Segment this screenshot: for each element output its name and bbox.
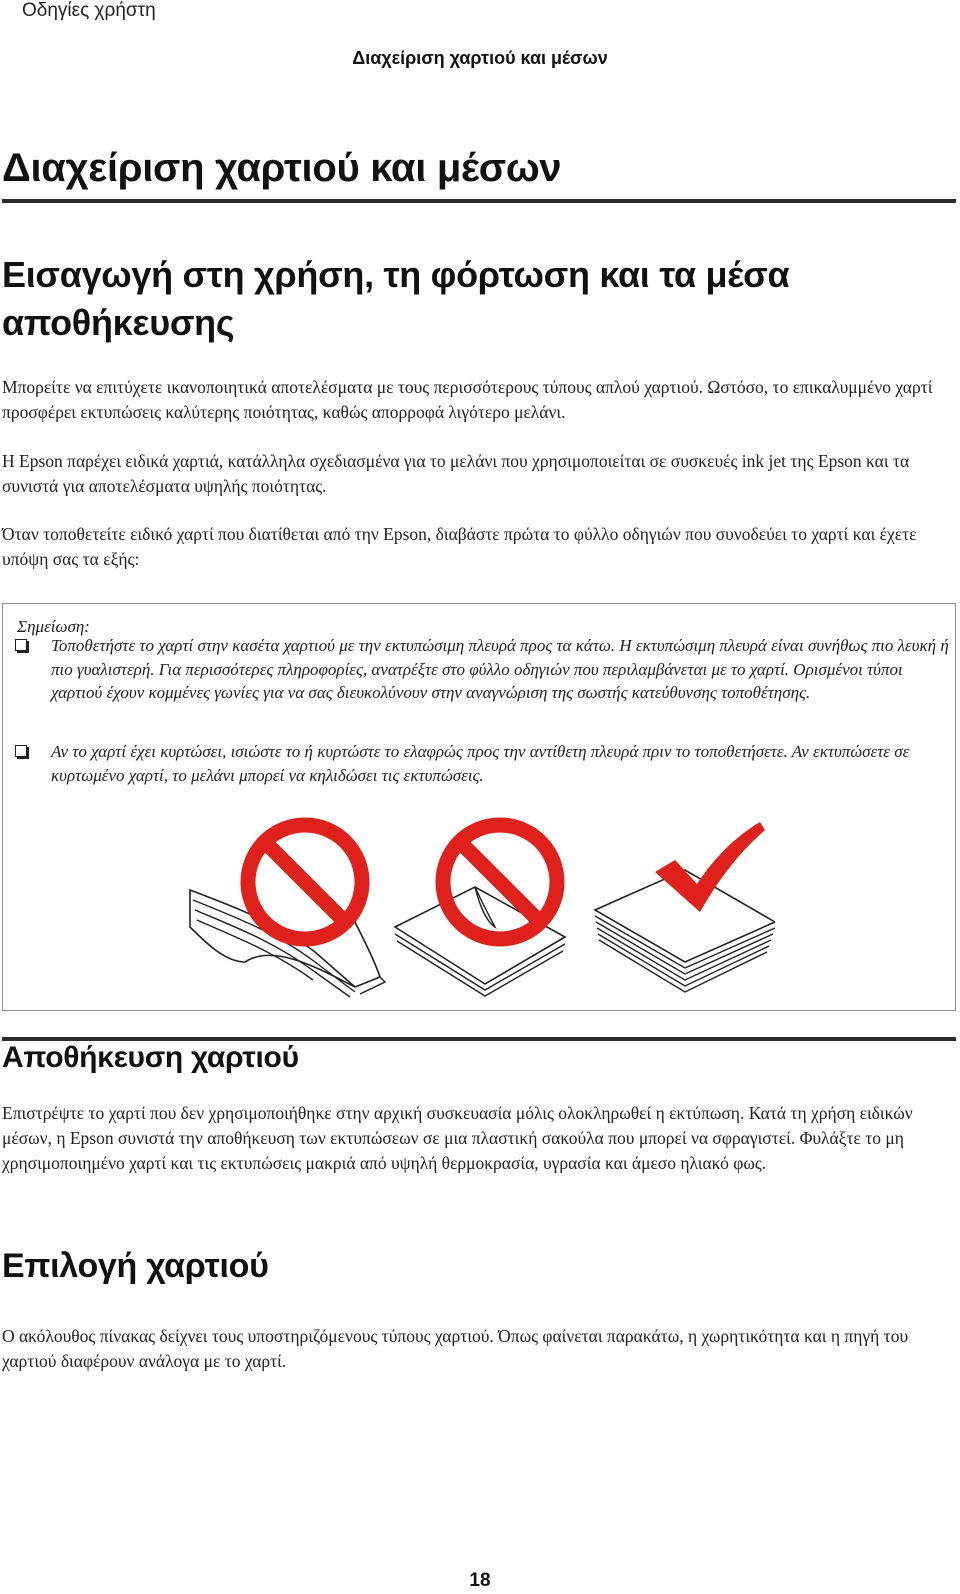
note-item-text: Τοποθετήστε το χαρτί στην κασέτα χαρτιού με την εκτυπώσιμη πλευρά προς τα κάτω. Η εκτυπώσιμη πλευρά είναι συνήθως πιο λευκή ή πιο γυαλιστερή. Για περισσότερες πληροφορίες, ανατρέξτε στο φύλλο οδηγιών που περιλαμβάνεται με το χαρτί. Ορισμένοι τύποι χαρτιού έχουν κομμένες γωνίες για να σας διευκολύνουν στην αναγνώριση της σωστής κατεύθυνσης τοποθέτησης.: [51, 636, 949, 702]
intro-paragraph-1: Μπορείτε να επιτύχετε ικανοποιητικά αποτελέσματα με τους περισσότερους τύπους απλού χαρτιού. Ωστόσο, το επικαλυμμένο χαρτί προσφέρει εκτυπώσεις καλύτερης ποιότητας, καθώς απορροφά λιγότερο μελάνι.: [2, 377, 933, 422]
title-rule: [2, 199, 956, 203]
note-title: Σημείωση:: [17, 617, 90, 636]
checkbox-bullet-icon: [15, 639, 27, 651]
section-heading-storage: Αποθήκευση χαρτιού: [2, 1041, 299, 1074]
page-title: Διαχείριση χαρτιού και μέσων: [2, 146, 562, 190]
intro-paragraph-3: Όταν τοποθετείτε ειδικό χαρτί που διατίθεται από την Epson, διαβάστε πρώτα το φύλλο οδηγιών που συνοδεύει το χαρτί και έχετε υπόψη σας τα εξής:: [2, 524, 917, 569]
prohibited-sign-icon: [248, 825, 362, 939]
intro-paragraph-2: Η Epson παρέχει ειδικά χαρτιά, κατάλληλα σχεδιασμένα για το μελάνι που χρησιμοποιείται σε συσκευές ink jet της Epson και τα συνιστά για αποτελέσματα υψηλής ποιότητας.: [2, 451, 910, 496]
running-header-chapter: Διαχείριση χαρτιού και μέσων: [352, 48, 608, 68]
section-heading-selection: Επιλογή χαρτιού: [2, 1247, 269, 1285]
storage-paragraph: Επιστρέψτε το χαρτί που δεν χρησιμοποιήθηκε στην αρχική συσκευασία μόλις ολοκληρωθεί η εκτύπωση. Κατά τη χρήση ειδικών μέσων, η Epson συνιστά την αποθήκευση των εκτυπώσεων σε μια πλαστική σακούλα που μπορεί να σφραγιστεί. Φυλάξτε το μη χρησιμοποιημένο χαρτί και τις εκτυπώσεις μακριά από υψηλή θερμοκρασία, υγρασία και άμεσο ηλιακό φως.: [2, 1103, 913, 1173]
running-header-title: Οδηγίες χρήστη: [22, 0, 156, 21]
checkbox-bullet-icon: [15, 745, 27, 757]
page-number: 18: [469, 1570, 491, 1591]
paper-loading-illustration: [175, 812, 775, 1002]
note-item-text: Αν το χαρτί έχει κυρτώσει, ισιώστε το ή κυρτώστε το ελαφρώς προς την αντίθετη πλευρά πριν το τοποθετήσετε. Αν εκτυπώσετε σε κυρτωμένο χαρτί, το μελάνι μπορεί να κηλιδώσει τις εκτυπώσεις.: [51, 742, 910, 785]
selection-paragraph: Ο ακόλουθος πίνακας δείχνει τους υποστηριζόμενους τύπους χαρτιού. Όπως φαίνεται παρακάτω, η χωρητικότητα και η πηγή του χαρτιού διαφέρουν ανάλογα με το χαρτί.: [2, 1326, 909, 1371]
section-heading-intro: Εισαγωγή στη χρήση, τη φόρτωση και τα μέσα αποθήκευσης: [2, 254, 790, 343]
